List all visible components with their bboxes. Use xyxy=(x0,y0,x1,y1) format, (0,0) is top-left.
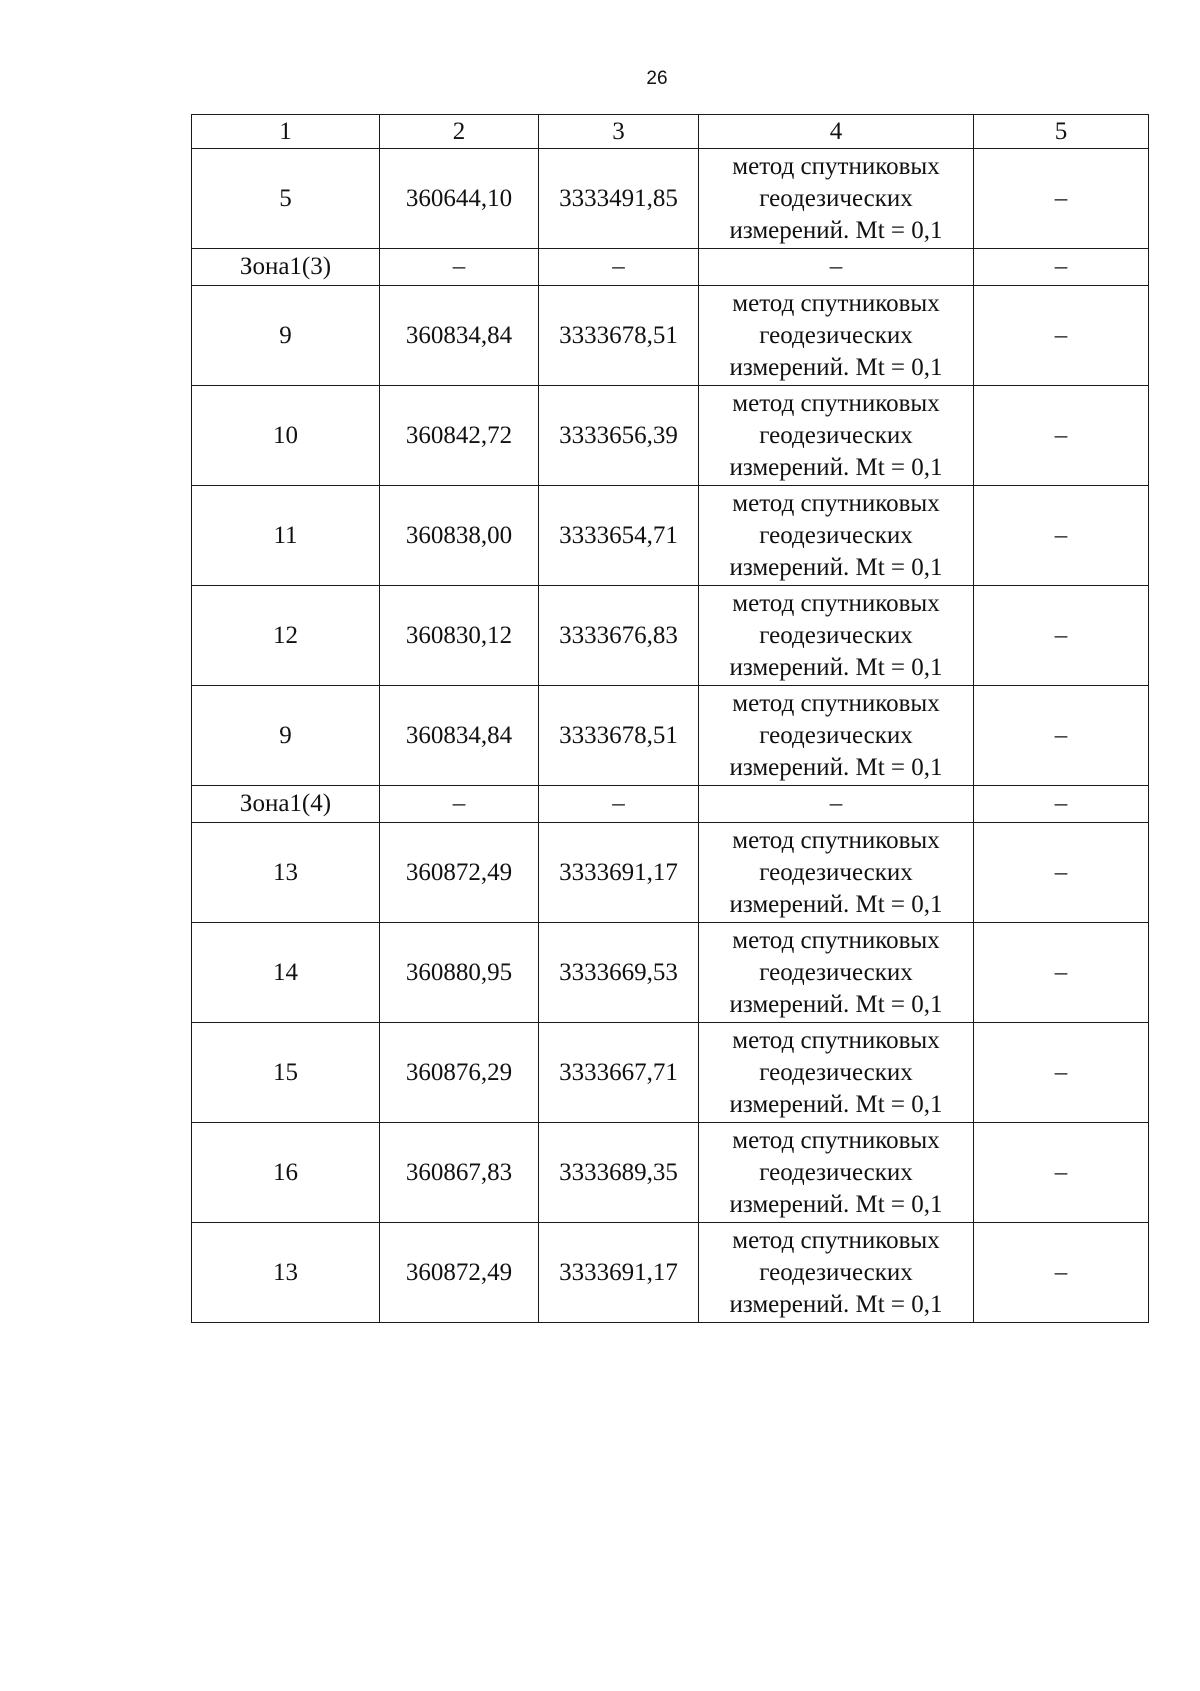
method-line: метод спутниковых xyxy=(732,1126,940,1154)
table-row xyxy=(192,386,1149,486)
method-cell xyxy=(699,823,974,923)
method-line: геодезических xyxy=(759,1058,913,1086)
note-cell: – xyxy=(974,1223,1149,1323)
column-header: 5 xyxy=(974,115,1149,149)
note-cell: – xyxy=(974,386,1149,486)
point-number-cell: 11 xyxy=(192,486,380,586)
method-line: измерений. Mt = 0,1 xyxy=(729,990,943,1018)
method-cell: – xyxy=(699,249,974,286)
method-line: геодезических xyxy=(759,521,913,549)
note-cell: – xyxy=(974,1123,1149,1223)
note-cell: – xyxy=(974,586,1149,686)
note-cell: – xyxy=(974,823,1149,923)
method-cell xyxy=(699,1023,974,1123)
method-line: измерений. Mt = 0,1 xyxy=(729,453,943,481)
note-cell: – xyxy=(974,486,1149,586)
coordinates-table xyxy=(191,114,1149,1323)
y-coordinate-cell: 3333689,35 xyxy=(539,1123,699,1223)
y-coordinate-cell: 3333676,83 xyxy=(539,586,699,686)
column-header: 1 xyxy=(192,115,380,149)
x-coordinate-cell: – xyxy=(380,249,539,286)
method-line: метод спутниковых xyxy=(732,289,940,317)
method-line: измерений. Mt = 0,1 xyxy=(729,653,943,681)
method-line: геодезических xyxy=(759,184,913,212)
point-number-cell: 15 xyxy=(192,1023,380,1123)
note-cell: – xyxy=(974,149,1149,249)
x-coordinate-cell: 360876,29 xyxy=(380,1023,539,1123)
y-coordinate-cell: – xyxy=(539,786,699,823)
table-row xyxy=(192,923,1149,1023)
table-row xyxy=(192,1123,1149,1223)
table-header-row xyxy=(192,115,1149,149)
method-cell xyxy=(699,486,974,586)
note-cell: – xyxy=(974,1023,1149,1123)
method-line: метод спутниковых xyxy=(732,389,940,417)
method-cell: – xyxy=(699,786,974,823)
point-number-cell: 5 xyxy=(192,149,380,249)
note-cell: – xyxy=(974,286,1149,386)
method-cell xyxy=(699,1123,974,1223)
point-number-cell: 9 xyxy=(192,686,380,786)
table-row xyxy=(192,486,1149,586)
y-coordinate-cell: 3333691,17 xyxy=(539,823,699,923)
note-cell: – xyxy=(974,249,1149,286)
x-coordinate-cell: 360867,83 xyxy=(380,1123,539,1223)
x-coordinate-cell: 360838,00 xyxy=(380,486,539,586)
point-number-cell: 14 xyxy=(192,923,380,1023)
method-cell xyxy=(699,586,974,686)
method-line: метод спутниковых xyxy=(732,826,940,854)
x-coordinate-cell: – xyxy=(380,786,539,823)
column-header: 2 xyxy=(380,115,539,149)
point-number-cell: 13 xyxy=(192,823,380,923)
method-cell xyxy=(699,923,974,1023)
y-coordinate-cell: 3333667,71 xyxy=(539,1023,699,1123)
y-coordinate-cell: 3333656,39 xyxy=(539,386,699,486)
method-line: измерений. Mt = 0,1 xyxy=(729,1190,943,1218)
table-row xyxy=(192,823,1149,923)
note-cell: – xyxy=(974,786,1149,823)
point-number-cell: 9 xyxy=(192,286,380,386)
x-coordinate-cell: 360644,10 xyxy=(380,149,539,249)
zone-row xyxy=(192,249,1149,286)
note-cell: – xyxy=(974,686,1149,786)
zone-label-cell: Зона1(4) xyxy=(192,786,380,823)
x-coordinate-cell: 360842,72 xyxy=(380,386,539,486)
method-line: измерений. Mt = 0,1 xyxy=(729,1090,943,1118)
method-line: измерений. Mt = 0,1 xyxy=(729,1290,943,1318)
point-number-cell: 10 xyxy=(192,386,380,486)
method-line: геодезических xyxy=(759,958,913,986)
y-coordinate-cell: – xyxy=(539,249,699,286)
method-cell xyxy=(699,286,974,386)
method-line: измерений. Mt = 0,1 xyxy=(729,890,943,918)
column-header: 4 xyxy=(699,115,974,149)
table-body xyxy=(192,115,1149,1323)
y-coordinate-cell: 3333691,17 xyxy=(539,1223,699,1323)
point-number-cell: 13 xyxy=(192,1223,380,1323)
method-line: геодезических xyxy=(759,1158,913,1186)
method-line: метод спутниковых xyxy=(732,1026,940,1054)
method-line: измерений. Mt = 0,1 xyxy=(729,353,943,381)
method-line: геодезических xyxy=(759,858,913,886)
column-header: 3 xyxy=(539,115,699,149)
x-coordinate-cell: 360834,84 xyxy=(380,286,539,386)
x-coordinate-cell: 360834,84 xyxy=(380,686,539,786)
method-cell xyxy=(699,149,974,249)
method-line: геодезических xyxy=(759,1258,913,1286)
method-line: метод спутниковых xyxy=(732,689,940,717)
note-cell: – xyxy=(974,923,1149,1023)
method-cell xyxy=(699,386,974,486)
method-line: метод спутниковых xyxy=(732,589,940,617)
point-number-cell: 12 xyxy=(192,586,380,686)
x-coordinate-cell: 360830,12 xyxy=(380,586,539,686)
y-coordinate-cell: 3333669,53 xyxy=(539,923,699,1023)
method-line: метод спутниковых xyxy=(732,489,940,517)
zone-label-cell: Зона1(3) xyxy=(192,249,380,286)
y-coordinate-cell: 3333678,51 xyxy=(539,286,699,386)
x-coordinate-cell: 360872,49 xyxy=(380,823,539,923)
x-coordinate-cell: 360880,95 xyxy=(380,923,539,1023)
method-line: геодезических xyxy=(759,721,913,749)
method-line: измерений. Mt = 0,1 xyxy=(729,753,943,781)
y-coordinate-cell: 3333678,51 xyxy=(539,686,699,786)
method-line: геодезических xyxy=(759,421,913,449)
method-line: метод спутниковых xyxy=(732,152,940,180)
table-row xyxy=(192,286,1149,386)
method-line: геодезических xyxy=(759,321,913,349)
zone-row xyxy=(192,786,1149,823)
method-line: измерений. Mt = 0,1 xyxy=(729,553,943,581)
table-row xyxy=(192,1223,1149,1323)
y-coordinate-cell: 3333491,85 xyxy=(539,149,699,249)
table-row xyxy=(192,586,1149,686)
method-line: метод спутниковых xyxy=(732,926,940,954)
x-coordinate-cell: 360872,49 xyxy=(380,1223,539,1323)
table-row xyxy=(192,149,1149,249)
table-row xyxy=(192,686,1149,786)
method-cell xyxy=(699,686,974,786)
method-line: геодезических xyxy=(759,621,913,649)
method-cell xyxy=(699,1223,974,1323)
table-row xyxy=(192,1023,1149,1123)
method-line: измерений. Mt = 0,1 xyxy=(729,216,943,244)
page-number: 26 xyxy=(646,68,668,89)
y-coordinate-cell: 3333654,71 xyxy=(539,486,699,586)
method-line: метод спутниковых xyxy=(732,1226,940,1254)
point-number-cell: 16 xyxy=(192,1123,380,1223)
